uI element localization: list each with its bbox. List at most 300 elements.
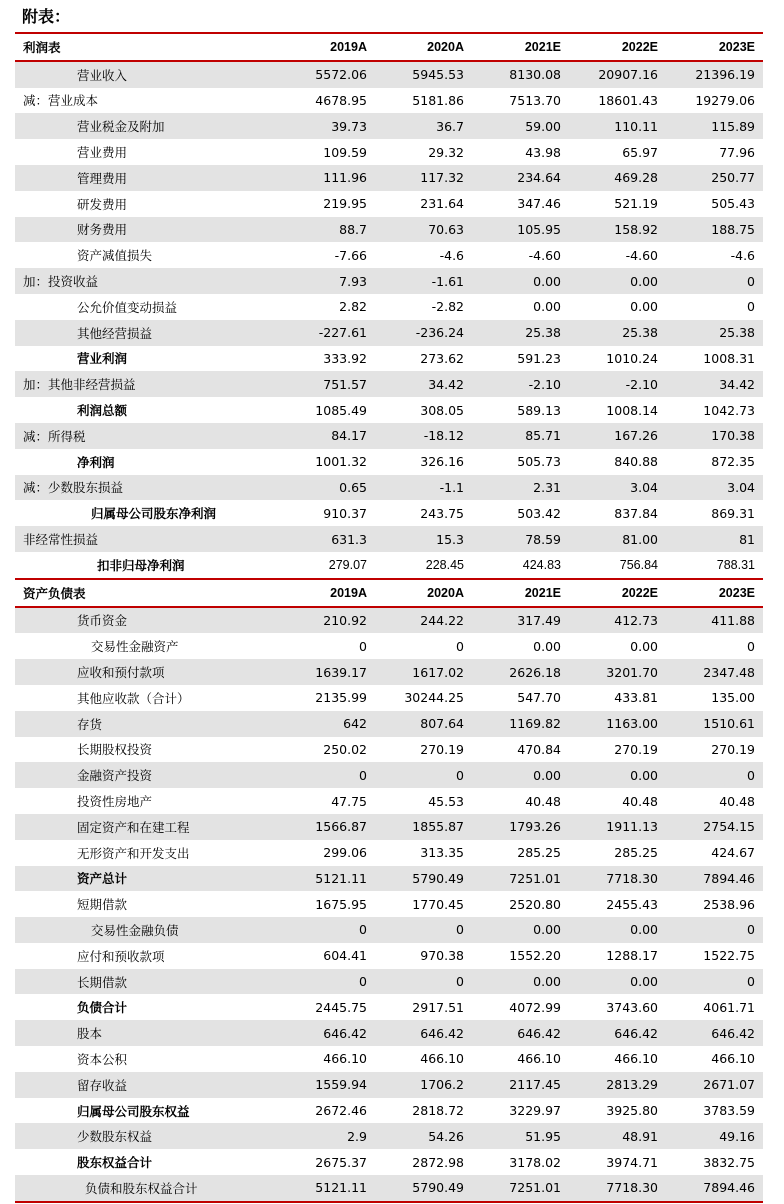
row-value: 2671.07 <box>666 1072 763 1098</box>
row-value: 631.3 <box>278 526 375 552</box>
year-header: 2023E <box>666 33 763 61</box>
row-value: 0.00 <box>569 969 666 995</box>
row-label: 交易性金融负债 <box>15 917 278 943</box>
row-value: 589.13 <box>472 397 569 423</box>
row-value: 47.75 <box>278 788 375 814</box>
table-row <box>15 633 763 659</box>
row-value: 39.73 <box>278 113 375 139</box>
row-value: 2445.75 <box>278 994 375 1020</box>
row-value: 4061.71 <box>666 994 763 1020</box>
row-value: 1770.45 <box>375 891 472 917</box>
row-value: 807.64 <box>375 711 472 737</box>
row-value: 115.89 <box>666 113 763 139</box>
table-row <box>15 242 763 268</box>
table-row <box>15 814 763 840</box>
table-row <box>15 685 763 711</box>
table-row <box>15 217 763 243</box>
page-title: 附表： <box>22 7 71 26</box>
row-value: 1288.17 <box>569 943 666 969</box>
row-value: 910.37 <box>278 500 375 526</box>
table-row <box>15 917 763 943</box>
row-value: 1001.32 <box>278 449 375 475</box>
row-value: 88.7 <box>278 217 375 243</box>
table-row <box>15 1098 763 1124</box>
row-value: 0 <box>278 762 375 788</box>
year-header: 2020A <box>375 579 472 607</box>
row-value: 2872.98 <box>375 1149 472 1175</box>
row-value: -2.82 <box>375 294 472 320</box>
row-value: 1559.94 <box>278 1072 375 1098</box>
row-value: 234.64 <box>472 165 569 191</box>
row-value: 466.10 <box>666 1046 763 1072</box>
row-value: 2.31 <box>472 475 569 501</box>
row-value: -18.12 <box>375 423 472 449</box>
table-row <box>15 371 763 397</box>
row-value: 646.42 <box>666 1020 763 1046</box>
row-value: 0 <box>666 917 763 943</box>
row-value: 0 <box>375 917 472 943</box>
row-value: 433.81 <box>569 685 666 711</box>
row-value: -7.66 <box>278 242 375 268</box>
row-value: 2813.29 <box>569 1072 666 1098</box>
row-value: 2347.48 <box>666 659 763 685</box>
row-value: 5572.06 <box>278 61 375 88</box>
row-value: 0 <box>666 294 763 320</box>
year-header: 2019A <box>278 33 375 61</box>
row-value: 3.04 <box>666 475 763 501</box>
row-value: 1855.87 <box>375 814 472 840</box>
row-value: 270.19 <box>569 737 666 763</box>
table-row <box>15 1175 763 1202</box>
row-label: 归属母公司股东净利润 <box>15 500 278 526</box>
row-value: 5121.11 <box>278 1175 375 1202</box>
row-label: 股本 <box>15 1020 278 1046</box>
row-value: 1617.02 <box>375 659 472 685</box>
row-value: 2626.18 <box>472 659 569 685</box>
row-label: 负债和股东权益合计 <box>15 1175 278 1202</box>
row-value: 7251.01 <box>472 866 569 892</box>
row-value: 0 <box>278 917 375 943</box>
table-row <box>15 423 763 449</box>
row-value: 231.64 <box>375 191 472 217</box>
row-value: 505.43 <box>666 191 763 217</box>
row-value: 8130.08 <box>472 61 569 88</box>
row-value: 317.49 <box>472 607 569 634</box>
year-header: 2022E <box>569 579 666 607</box>
row-value: 521.19 <box>569 191 666 217</box>
row-value: 81 <box>666 526 763 552</box>
row-value: -1.1 <box>375 475 472 501</box>
row-value: -1.61 <box>375 268 472 294</box>
row-label: 货币资金 <box>15 607 278 634</box>
table-row <box>15 113 763 139</box>
row-value: 4072.99 <box>472 994 569 1020</box>
row-value: 20907.16 <box>569 61 666 88</box>
row-label: 减：所得税 <box>15 423 278 449</box>
row-value: 244.22 <box>375 607 472 634</box>
row-label: 存货 <box>15 711 278 737</box>
table-row <box>15 866 763 892</box>
row-value: 1793.26 <box>472 814 569 840</box>
row-value: 18601.43 <box>569 88 666 114</box>
row-value: 313.35 <box>375 840 472 866</box>
row-label: 公允价值变动损益 <box>15 294 278 320</box>
row-value: -4.6 <box>375 242 472 268</box>
row-value: 1169.82 <box>472 711 569 737</box>
row-label: 加：投资收益 <box>15 268 278 294</box>
row-value: 333.92 <box>278 346 375 372</box>
row-label: 应收和预付款项 <box>15 659 278 685</box>
table-row <box>15 88 763 114</box>
row-value: 869.31 <box>666 500 763 526</box>
table-row <box>15 788 763 814</box>
table-row <box>15 191 763 217</box>
row-value: 25.38 <box>569 320 666 346</box>
table-row <box>15 1149 763 1175</box>
row-value: 0 <box>375 969 472 995</box>
row-label: 交易性金融资产 <box>15 633 278 659</box>
row-value: 0.00 <box>569 294 666 320</box>
row-value: 0.00 <box>472 969 569 995</box>
table-row <box>15 891 763 917</box>
row-value: 188.75 <box>666 217 763 243</box>
row-label: 短期借款 <box>15 891 278 917</box>
row-label: 营业税金及附加 <box>15 113 278 139</box>
row-value: 170.38 <box>666 423 763 449</box>
table-row <box>15 449 763 475</box>
row-value: 1566.87 <box>278 814 375 840</box>
row-label: 资本公积 <box>15 1046 278 1072</box>
row-label: 财务费用 <box>15 217 278 243</box>
row-value: 3743.60 <box>569 994 666 1020</box>
row-value: 111.96 <box>278 165 375 191</box>
row-value: 0 <box>666 633 763 659</box>
table-row <box>15 294 763 320</box>
row-value: 411.88 <box>666 607 763 634</box>
row-value: 2818.72 <box>375 1098 472 1124</box>
table-row <box>15 659 763 685</box>
row-value: 48.91 <box>569 1123 666 1149</box>
row-value: 1552.20 <box>472 943 569 969</box>
table-row <box>15 475 763 501</box>
row-value: 412.73 <box>569 607 666 634</box>
row-value: 30244.25 <box>375 685 472 711</box>
row-value: 54.26 <box>375 1123 472 1149</box>
section-title: 资产负债表 <box>15 579 278 607</box>
row-label: 其他经营损益 <box>15 320 278 346</box>
row-label: 减：少数股东损益 <box>15 475 278 501</box>
year-header: 2021E <box>472 579 569 607</box>
row-value: 51.95 <box>472 1123 569 1149</box>
row-value: 424.67 <box>666 840 763 866</box>
row-label: 少数股东权益 <box>15 1123 278 1149</box>
row-value: 2135.99 <box>278 685 375 711</box>
row-value: 1008.31 <box>666 346 763 372</box>
row-label: 非经常性损益 <box>15 526 278 552</box>
row-value: 0.00 <box>472 762 569 788</box>
table-row <box>15 969 763 995</box>
row-value: 273.62 <box>375 346 472 372</box>
row-value: 70.63 <box>375 217 472 243</box>
row-value: 7718.30 <box>569 1175 666 1202</box>
row-value: 0.00 <box>569 917 666 943</box>
row-value: 2117.45 <box>472 1072 569 1098</box>
row-value: 270.19 <box>375 737 472 763</box>
row-value: 299.06 <box>278 840 375 866</box>
row-value: 469.28 <box>569 165 666 191</box>
row-value: 0.00 <box>569 268 666 294</box>
table-row <box>15 397 763 423</box>
row-value: 2754.15 <box>666 814 763 840</box>
row-value: 1042.73 <box>666 397 763 423</box>
row-label: 营业收入 <box>15 61 278 88</box>
row-value: 109.59 <box>278 139 375 165</box>
row-label: 无形资产和开发支出 <box>15 840 278 866</box>
row-value: 5790.49 <box>375 1175 472 1202</box>
row-value: 7.93 <box>278 268 375 294</box>
row-value: 21396.19 <box>666 61 763 88</box>
row-value: 1522.75 <box>666 943 763 969</box>
table-row <box>15 840 763 866</box>
row-value: 19279.06 <box>666 88 763 114</box>
row-value: 25.38 <box>666 320 763 346</box>
row-value: -2.10 <box>472 371 569 397</box>
row-value: 5181.86 <box>375 88 472 114</box>
row-value: 0 <box>666 268 763 294</box>
row-value: 0.65 <box>278 475 375 501</box>
row-value: 110.11 <box>569 113 666 139</box>
row-value: 7894.46 <box>666 866 763 892</box>
row-value: 40.48 <box>666 788 763 814</box>
row-value: 65.97 <box>569 139 666 165</box>
row-value: 49.16 <box>666 1123 763 1149</box>
row-value: 0 <box>666 969 763 995</box>
row-value: 1706.2 <box>375 1072 472 1098</box>
row-value: 45.53 <box>375 788 472 814</box>
row-value: 77.96 <box>666 139 763 165</box>
row-value: 3229.97 <box>472 1098 569 1124</box>
row-value: 1085.49 <box>278 397 375 423</box>
row-value: -4.60 <box>569 242 666 268</box>
row-value: 2520.80 <box>472 891 569 917</box>
row-value: 81.00 <box>569 526 666 552</box>
row-value: 105.95 <box>472 217 569 243</box>
row-value: 646.42 <box>278 1020 375 1046</box>
table-row <box>15 711 763 737</box>
row-value: 228.45 <box>375 552 472 579</box>
row-label: 留存收益 <box>15 1072 278 1098</box>
table-row <box>15 552 763 579</box>
table-row <box>15 994 763 1020</box>
row-value: 1510.61 <box>666 711 763 737</box>
row-value: 40.48 <box>472 788 569 814</box>
table-row <box>15 737 763 763</box>
row-value: 604.41 <box>278 943 375 969</box>
row-value: 466.10 <box>375 1046 472 1072</box>
row-value: 7894.46 <box>666 1175 763 1202</box>
row-label: 金融资产投资 <box>15 762 278 788</box>
row-value: -4.60 <box>472 242 569 268</box>
row-value: 270.19 <box>666 737 763 763</box>
row-value: 470.84 <box>472 737 569 763</box>
row-value: 4678.95 <box>278 88 375 114</box>
year-header: 2023E <box>666 579 763 607</box>
row-label: 营业利润 <box>15 346 278 372</box>
row-value: -227.61 <box>278 320 375 346</box>
row-value: 872.35 <box>666 449 763 475</box>
balance-header-row <box>15 579 763 607</box>
table-row <box>15 607 763 634</box>
row-value: 1163.00 <box>569 711 666 737</box>
row-value: 250.02 <box>278 737 375 763</box>
row-value: 503.42 <box>472 500 569 526</box>
table-row <box>15 1123 763 1149</box>
row-value: 1008.14 <box>569 397 666 423</box>
row-value: 34.42 <box>666 371 763 397</box>
row-value: 505.73 <box>472 449 569 475</box>
row-value: 840.88 <box>569 449 666 475</box>
table-row <box>15 500 763 526</box>
row-value: 3201.70 <box>569 659 666 685</box>
row-label: 利润总额 <box>15 397 278 423</box>
row-label: 其他应收款（合计） <box>15 685 278 711</box>
table-row <box>15 943 763 969</box>
row-value: 837.84 <box>569 500 666 526</box>
row-label: 净利润 <box>15 449 278 475</box>
row-value: 0.00 <box>472 633 569 659</box>
row-value: 2917.51 <box>375 994 472 1020</box>
row-value: 1675.95 <box>278 891 375 917</box>
row-value: 59.00 <box>472 113 569 139</box>
row-value: 36.7 <box>375 113 472 139</box>
row-value: 756.84 <box>569 552 666 579</box>
row-value: 84.17 <box>278 423 375 449</box>
row-value: 2455.43 <box>569 891 666 917</box>
row-value: 3178.02 <box>472 1149 569 1175</box>
row-value: 78.59 <box>472 526 569 552</box>
row-value: 0 <box>666 762 763 788</box>
row-value: 7718.30 <box>569 866 666 892</box>
row-value: 0 <box>375 762 472 788</box>
table-row <box>15 320 763 346</box>
row-value: 646.42 <box>472 1020 569 1046</box>
row-value: 466.10 <box>472 1046 569 1072</box>
row-value: 135.00 <box>666 685 763 711</box>
row-label: 营业费用 <box>15 139 278 165</box>
table-row <box>15 165 763 191</box>
row-value: 424.83 <box>472 552 569 579</box>
row-value: 0.00 <box>569 762 666 788</box>
row-value: 347.46 <box>472 191 569 217</box>
row-value: 243.75 <box>375 500 472 526</box>
row-value: 751.57 <box>278 371 375 397</box>
row-value: 1911.13 <box>569 814 666 840</box>
row-value: 0 <box>278 633 375 659</box>
year-header: 2019A <box>278 579 375 607</box>
row-value: 1639.17 <box>278 659 375 685</box>
row-value: 0.00 <box>569 633 666 659</box>
row-value: 0 <box>278 969 375 995</box>
row-value: 0.00 <box>472 917 569 943</box>
row-value: 1010.24 <box>569 346 666 372</box>
section-title: 利润表 <box>15 33 278 61</box>
table-row <box>15 268 763 294</box>
row-value: 308.05 <box>375 397 472 423</box>
row-value: 15.3 <box>375 526 472 552</box>
row-value: 285.25 <box>472 840 569 866</box>
row-label: 投资性房地产 <box>15 788 278 814</box>
row-value: 3.04 <box>569 475 666 501</box>
table-row <box>15 1072 763 1098</box>
row-value: 466.10 <box>278 1046 375 1072</box>
row-value: 326.16 <box>375 449 472 475</box>
row-value: 167.26 <box>569 423 666 449</box>
row-value: 250.77 <box>666 165 763 191</box>
row-value: 646.42 <box>569 1020 666 1046</box>
row-value: -236.24 <box>375 320 472 346</box>
row-value: 210.92 <box>278 607 375 634</box>
row-value: 3925.80 <box>569 1098 666 1124</box>
row-value: 7513.70 <box>472 88 569 114</box>
row-label: 资产总计 <box>15 866 278 892</box>
row-value: 3832.75 <box>666 1149 763 1175</box>
row-value: 2672.46 <box>278 1098 375 1124</box>
row-value: 43.98 <box>472 139 569 165</box>
row-label: 管理费用 <box>15 165 278 191</box>
row-value: 34.42 <box>375 371 472 397</box>
row-value: 2.9 <box>278 1123 375 1149</box>
row-value: 40.48 <box>569 788 666 814</box>
year-header: 2021E <box>472 33 569 61</box>
row-value: 285.25 <box>569 840 666 866</box>
row-label: 长期借款 <box>15 969 278 995</box>
row-value: -2.10 <box>569 371 666 397</box>
row-value: 0.00 <box>472 268 569 294</box>
row-value: 5945.53 <box>375 61 472 88</box>
row-value: 5790.49 <box>375 866 472 892</box>
table-row <box>15 139 763 165</box>
row-value: 646.42 <box>375 1020 472 1046</box>
financial-table <box>15 32 763 1203</box>
table-row <box>15 1046 763 1072</box>
row-label: 应付和预收款项 <box>15 943 278 969</box>
row-value: 5121.11 <box>278 866 375 892</box>
table-row <box>15 346 763 372</box>
row-value: 85.71 <box>472 423 569 449</box>
row-value: 219.95 <box>278 191 375 217</box>
row-label: 扣非归母净利润 <box>15 552 278 579</box>
table-row <box>15 762 763 788</box>
row-label: 研发费用 <box>15 191 278 217</box>
row-value: 3783.59 <box>666 1098 763 1124</box>
row-value: -4.6 <box>666 242 763 268</box>
row-label: 股东权益合计 <box>15 1149 278 1175</box>
row-label: 长期股权投资 <box>15 737 278 763</box>
row-value: 279.07 <box>278 552 375 579</box>
row-value: 591.23 <box>472 346 569 372</box>
row-value: 158.92 <box>569 217 666 243</box>
row-value: 3974.71 <box>569 1149 666 1175</box>
row-label: 加：其他非经营损益 <box>15 371 278 397</box>
year-header: 2022E <box>569 33 666 61</box>
row-value: 466.10 <box>569 1046 666 1072</box>
row-value: 970.38 <box>375 943 472 969</box>
year-header: 2020A <box>375 33 472 61</box>
row-value: 7251.01 <box>472 1175 569 1202</box>
row-value: 0.00 <box>472 294 569 320</box>
row-label: 归属母公司股东权益 <box>15 1098 278 1124</box>
row-value: 642 <box>278 711 375 737</box>
